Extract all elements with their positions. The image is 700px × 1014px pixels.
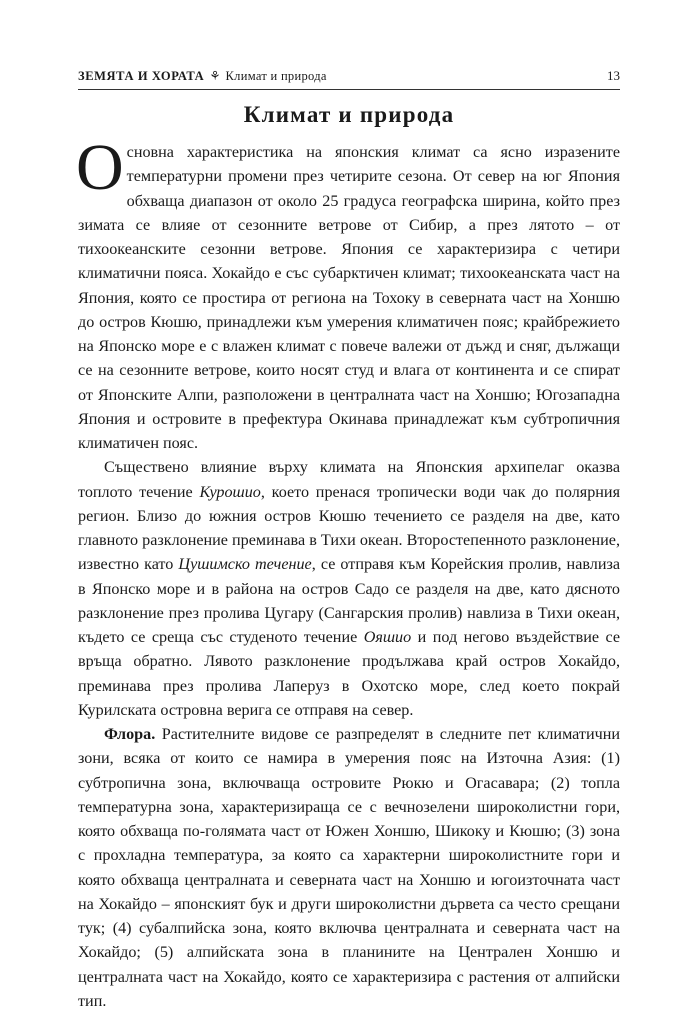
paragraph-climate (76, 131, 620, 456)
paragraph-text: Растителните видове се разпределят в следните пет климатични зони, всяка от които се намира в умерения пояс на Източна Азия: (1) субтропична зона, включваща островите Рюкю и Огасавара; (2) топла температурна зона, характеризираща се с вечнозелени широколистни гори, която обхваща по-голямата част от Южен Хоншю, Шикоку и Кюшю; (3) зона с прохладна температура, за която са характерни широколистните гори и която обхваща централната и северната част на Хоншю и югоизточната част на Хокайдо – японският бук и други широколистни дървета са често срещани тук; (4) субалпийска зона, която включва централната и северната част на Хокайдо; (5) алпийската зона в планините на Централен Хоншю и централната част на Хокайдо, която се характеризира с растения от алпийски тип. (78, 726, 620, 1010)
fleuron-icon: ⚘ (209, 69, 221, 83)
term-oyashio: Ояшио (363, 629, 412, 646)
header-chapter-title: Климат и природа (225, 69, 327, 83)
run-in-heading: Флора. (104, 726, 156, 743)
paragraph-text: сновна характеристика на японския климат са ясно изразените температурни промени през четирите сезона. От север на юг Япония обхваща диапазон от около 25 градуса географска ширина, който през зимата се влияе от сезонните ветрове от Сибир, а през лятото – от тихоокеанските сезонни ветрове. Япония се характеризира с четири климатични пояса. Хокайдо е със субарктичен климат; тихоокеанската част на Япония, която се простира от региона на Тохоку в северната част на Хоншю до остров Кюшю, принадлежи към умерения климатичен пояс; крайбрежието на Японско море е с влажен климат с повече валежи от дъжд и сняг, дължащи се на сезонните ветрове, които носят студ и влага от континента и се спират от Японските Алпи, разположени в централната част на Хоншю; Югозападна Япония и островите в префектура Окинава принадлежат към субтропичния климатичен пояс. (78, 144, 620, 452)
term-kuroshio: Курошио (199, 483, 261, 501)
term-tsushima-current: Цушимско течение (178, 556, 312, 574)
running-header (78, 66, 620, 86)
drop-cap: О (76, 131, 124, 204)
header-section-title: ЗЕМЯТА И ХОРАТА (78, 69, 205, 83)
paragraph-flora (78, 723, 620, 1014)
paragraph-text: Съществено влияние върху климата на Японския архипелаг оказва топлото течение (78, 459, 620, 501)
paragraph-text: и под негово въздействие се връща обратно. Лявото разклонение продължава край остров Хокайдо, преминава през пролива Лаперуз в Охотско море, след което покрай Курилската островна верига се отправя на север. (78, 629, 620, 719)
chapter-title: Климат и природа (243, 102, 455, 127)
paragraph-currents (78, 456, 620, 723)
paragraph-text: , се отправя към Корейския пролив, навлиза в Японско море и в района на остров Садо се разделя на две, като дясното разклонение през пролива Цугару (Сангарския пролив) навлиза в Тихи океан, където се среща със студеното течение (78, 556, 620, 646)
header-rule (78, 89, 620, 90)
body-text (76, 131, 620, 1014)
page-number: 13 (607, 68, 620, 83)
paragraph-text: , което пренася тропически води чак до полярния регион. Близо до южния остров Кюшю течението се разделя на две, като главното разклонение преминава в Тихи океан. Второстепенното разклонение, известно като (78, 483, 620, 574)
